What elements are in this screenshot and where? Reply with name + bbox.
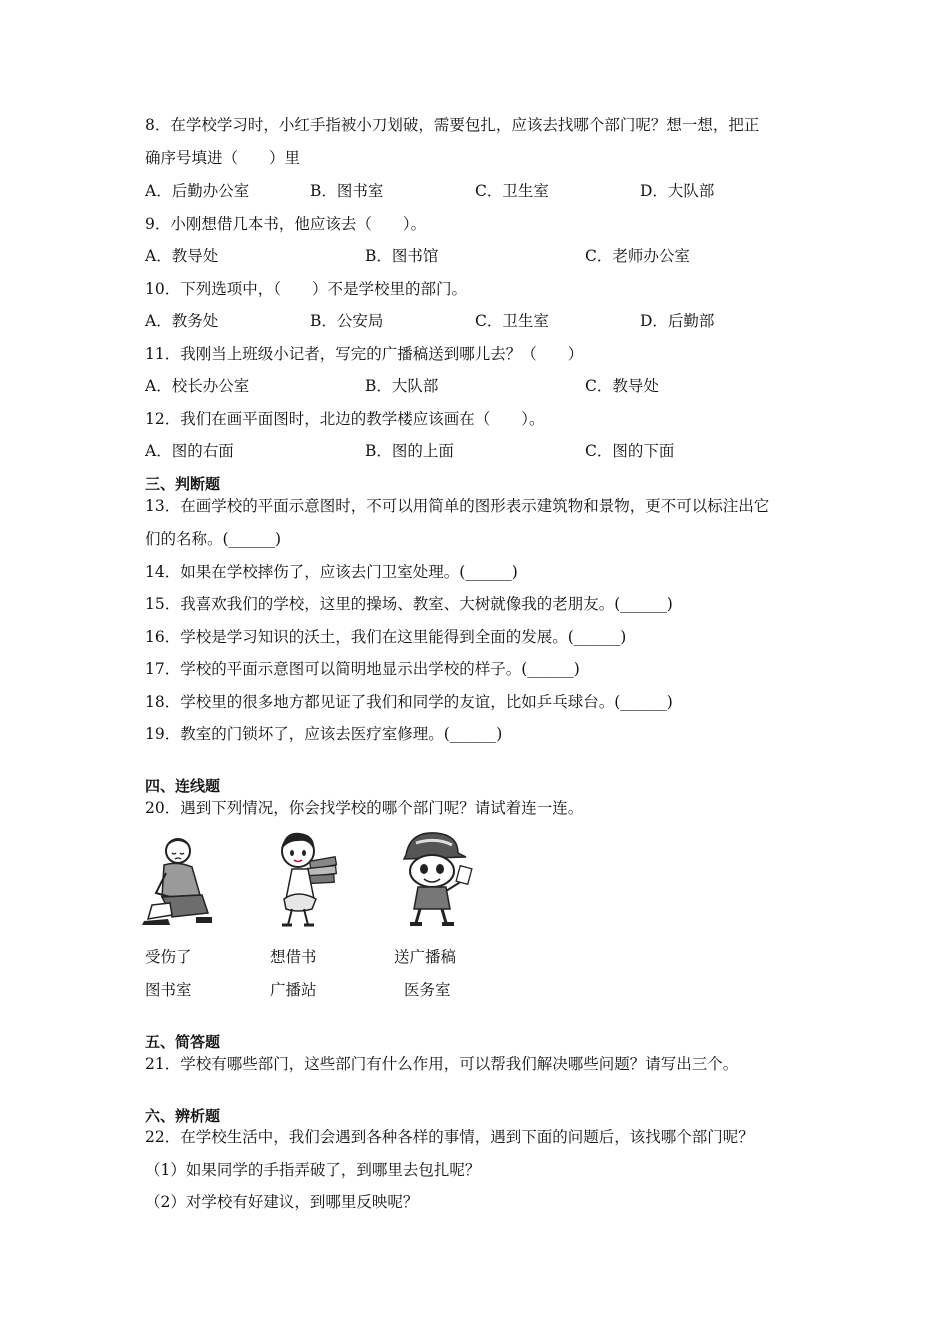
section-6-title: 六、辨析题 (145, 1107, 221, 1125)
injured-child-illustration (142, 833, 214, 927)
q19-text: 19．教室的门锁坏了，应该去医疗室修理。(______) (145, 725, 503, 743)
q10-text: 10．下列选项中，（ ）不是学校里的部门。 (145, 280, 467, 298)
section-5-title: 五、简答题 (145, 1033, 221, 1051)
section-4-title: 四、连线题 (145, 777, 221, 795)
q17-text: 17．学校的平面示意图可以简明地显示出学校的样子。(______) (145, 660, 580, 678)
girl-with-books-illustration (270, 829, 342, 929)
q10-option-c: C．卫生室 (475, 312, 549, 330)
q8-option-a: A．后勤办公室 (145, 182, 250, 200)
q9-text: 9．小刚想借几本书，他应该去（ ）。 (145, 215, 427, 233)
q22-text: 22．在学校生活中，我们会遇到各种各样的事情，遇到下面的问题后，该找哪个部门呢？ (145, 1128, 754, 1146)
q9-option-b: B．图书馆 (365, 247, 439, 265)
q15-text: 15．我喜欢我们的学校，这里的操场、教室、大树就像我的老朋友。(______) (145, 595, 673, 613)
q12-text: 12．我们在画平面图时，北边的教学楼应该画在（ ）。 (145, 410, 545, 428)
q20-text: 20．遇到下列情况，你会找学校的哪个部门呢？请试着连一连。 (145, 799, 584, 817)
q8-text-line2: 确序号填进（ ）里 (145, 149, 301, 167)
q11-option-a: A．校长办公室 (145, 377, 250, 395)
section-3-title: 三、判断题 (145, 475, 221, 493)
q10-option-a: A．教务处 (145, 312, 219, 330)
q8-option-c: C．卫生室 (475, 182, 549, 200)
q11-option-c: C．教导处 (585, 377, 659, 395)
q22-sub1: （1）如果同学的手指弄破了，到哪里去包扎呢？ (145, 1161, 481, 1179)
situation-label-borrow-book: 想借书 (270, 948, 317, 966)
q16-text: 16．学校是学习知识的沃土，我们在这里能得到全面的发展。(______) (145, 628, 627, 646)
q12-option-a: A．图的右面 (145, 442, 234, 460)
department-label-clinic: 医务室 (404, 981, 451, 999)
department-label-library: 图书室 (145, 981, 192, 999)
q8-option-b: B．图书室 (310, 182, 384, 200)
q22-sub2: （2）对学校有好建议，到哪里反映呢？ (145, 1193, 419, 1211)
q10-option-d: D．后勤部 (640, 312, 715, 330)
q12-option-b: B．图的上面 (365, 442, 454, 460)
q10-option-b: B．公安局 (310, 312, 384, 330)
situation-label-broadcast: 送广播稿 (394, 948, 457, 966)
situation-label-injured: 受伤了 (145, 948, 192, 966)
q9-option-a: A．教导处 (145, 247, 219, 265)
q12-option-c: C．图的下面 (585, 442, 675, 460)
q8-option-d: D．大队部 (640, 182, 715, 200)
q14-text: 14．如果在学校摔伤了，应该去门卫室处理。(______) (145, 563, 518, 581)
q18-text: 18．学校里的很多地方都见证了我们和同学的友谊，比如乒乓球台。(______) (145, 693, 673, 711)
q13-text-line2: 们的名称。(______) (145, 530, 282, 548)
q21-text: 21．学校有哪些部门，这些部门有什么作用，可以帮我们解决哪些问题？请写出三个。 (145, 1055, 739, 1073)
q13-text-line1: 13．在画学校的平面示意图时，不可以用简单的图形表示建筑物和景物，更不可以标注出它 (145, 497, 770, 515)
q11-text: 11．我刚当上班级小记者，写完的广播稿送到哪儿去？（ ） (145, 345, 584, 363)
department-label-broadcast-station: 广播站 (270, 981, 317, 999)
q9-option-c: C．老师办公室 (585, 247, 690, 265)
boy-with-paper-illustration (396, 829, 476, 929)
q11-option-b: B．大队部 (365, 377, 439, 395)
q8-text-line1: 8．在学校学习时，小红手指被小刀划破，需要包扎，应该去找哪个部门呢？想一想，把正 (145, 116, 760, 134)
